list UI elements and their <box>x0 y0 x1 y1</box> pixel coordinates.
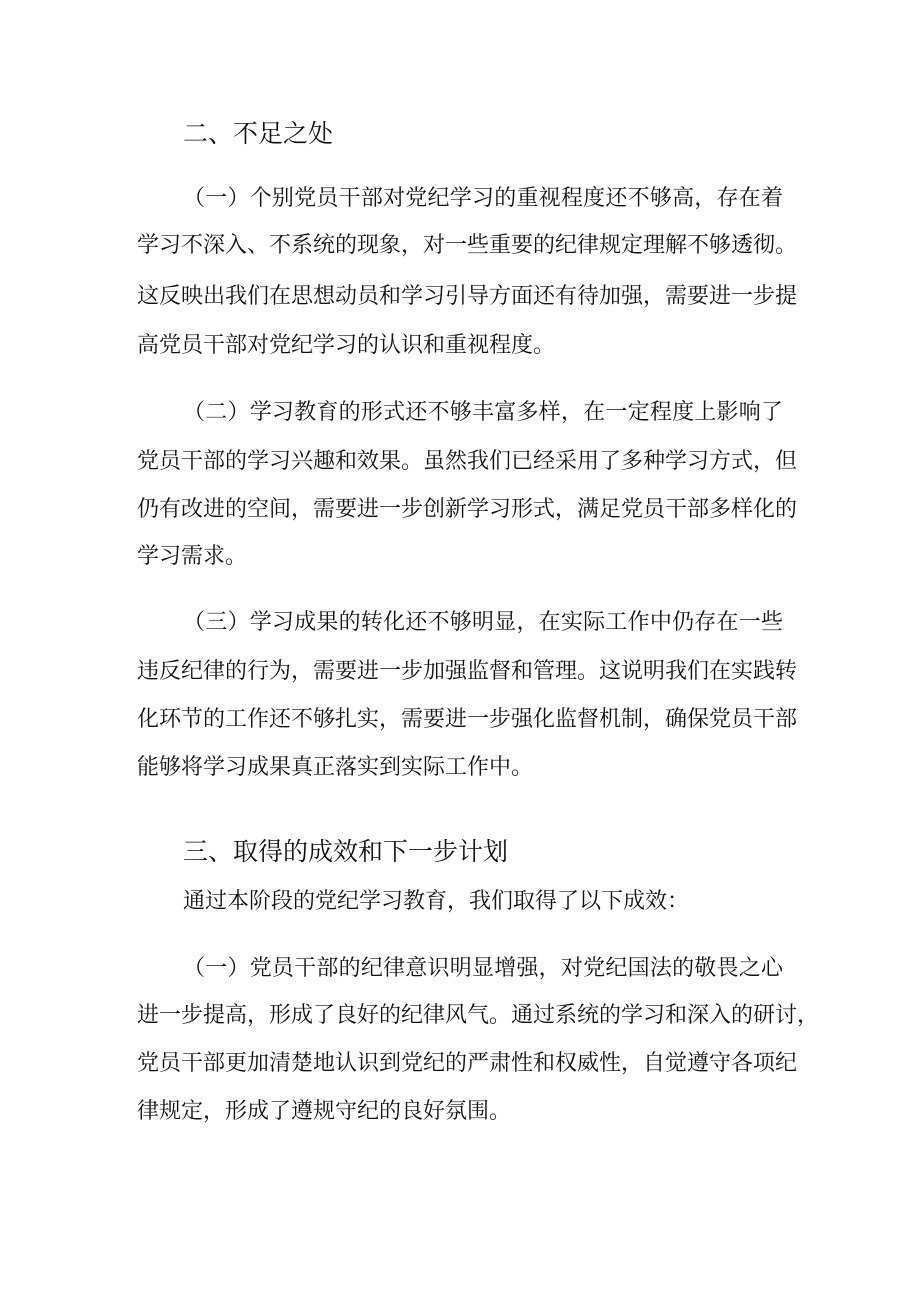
section-2-p3-line-1: （三）学习成果的转化还不够明显，在实际工作中仍存在一些 <box>183 610 783 635</box>
section-2-p1-line-4: 高党员干部对党纪学习的认识和重视程度。 <box>137 333 556 358</box>
section-2-p3-line-4: 能够将学习成果真正落实到实际工作中。 <box>137 755 534 780</box>
section-2-p1-line-2: 学习不深入、不系统的现象，对一些重要的纪律规定理解不够透彻。 <box>137 233 798 258</box>
section-2-p1-line-1: （一）个别党员干部对党纪学习的重视程度还不够高，存在着 <box>183 186 783 211</box>
section-2-p2-line-2: 党员干部的学习兴趣和效果。虽然我们已经采用了多种学习方式，但 <box>137 449 798 474</box>
section-3-p1-line-1: （一）党员干部的纪律意识明显增强，对党纪国法的敬畏之心 <box>183 956 783 981</box>
section-3-intro: 通过本阶段的党纪学习教育，我们取得了以下成效： <box>183 889 690 914</box>
section-2-p3-line-3: 化环节的工作还不够扎实，需要进一步强化监督机制，确保党员干部 <box>137 707 798 732</box>
section-3-p1-line-3: 党员干部更加清楚地认识到党纪的严肃性和权威性，自觉遵守各项纪 <box>137 1051 798 1076</box>
section-2-p1-line-3: 这反映出我们在思想动员和学习引导方面还有待加强，需要进一步提 <box>137 284 798 309</box>
section-3-p1-line-2: 进一步提高，形成了良好的纪律风气。通过系统的学习和深入的研讨， <box>137 1003 820 1028</box>
section-2-p2-line-1: （二）学习教育的形式还不够丰富多样，在一定程度上影响了 <box>183 400 783 425</box>
section-2-p2-line-4: 学习需求。 <box>137 544 248 569</box>
section-2-p3-line-2: 违反纪律的行为，需要进一步加强监督和管理。这说明我们在实践转 <box>137 659 798 684</box>
section-3-heading: 三、取得的成效和下一步计划 <box>183 837 509 866</box>
section-2-p2-line-3: 仍有改进的空间，需要进一步创新学习形式，满足党员干部多样化的 <box>137 497 798 522</box>
section-2-heading: 二、不足之处 <box>183 119 334 148</box>
section-3-p1-line-4: 律规定，形成了遵规守纪的良好氛围。 <box>137 1099 512 1124</box>
